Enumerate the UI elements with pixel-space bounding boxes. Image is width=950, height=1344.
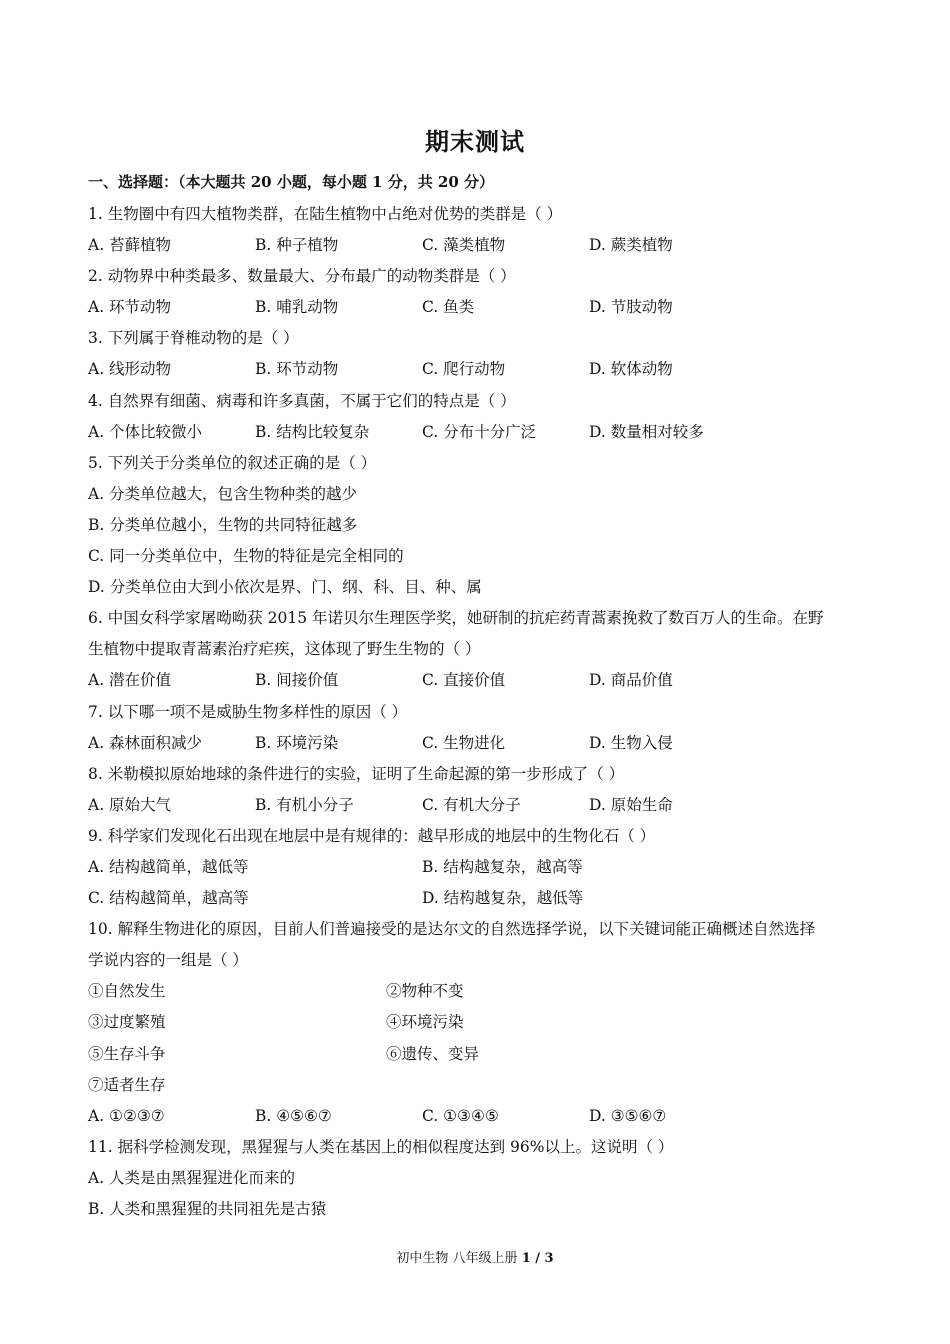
question-stem: 学说内容的一组是（ ） (88, 951, 248, 970)
option: B. 分类单位越小，生物的共同特征越多 (88, 515, 358, 534)
option: C. 有机大分子 (422, 795, 521, 814)
question-stem: 2. 动物界中种类最多、数量最大、分布最广的动物类群是（ ） (88, 267, 516, 286)
option: B. 环境污染 (255, 733, 339, 752)
question-stem: 4. 自然界有细菌、病毒和许多真菌，不属于它们的特点是（ ） (88, 391, 516, 410)
option: C. 藻类植物 (422, 236, 506, 255)
question-7 (88, 697, 878, 759)
option: B. 结构比较复杂 (255, 422, 370, 441)
option: D. 节肢动物 (589, 298, 673, 317)
option-row (88, 790, 878, 821)
question-2 (88, 261, 878, 323)
question-stem: 6. 中国女科学家屠呦呦获 2015 年诺贝尔生理医学奖，她研制的抗疟药青蒿素挽救了数百万人的生命。在野 (88, 609, 824, 628)
option: B. ④⑤⑥⑦ (255, 1106, 332, 1125)
option-row (88, 1101, 878, 1132)
option: D. 商品价值 (589, 671, 673, 690)
option: D. 软体动物 (589, 360, 673, 379)
question-stem: 7. 以下哪一项不是威胁生物多样性的原因（ ） (88, 702, 408, 721)
question-8 (88, 759, 878, 821)
option: B. 有机小分子 (255, 795, 354, 814)
option: A. ①②③⑦ (88, 1106, 165, 1125)
footer-page-number: 1 / 3 (521, 1251, 554, 1266)
option: C. 结构越简单，越高等 (88, 889, 249, 908)
option: A. 苔藓植物 (88, 236, 172, 255)
question-stem: 5. 下列关于分类单位的叙述正确的是（ ） (88, 453, 377, 472)
question-6 (88, 603, 878, 696)
statement: ④环境污染 (386, 1013, 464, 1032)
option: D. 数量相对较多 (589, 422, 704, 441)
option: D. 结构越复杂，越低等 (422, 889, 584, 908)
option: C. 同一分类单位中，生物的特征是完全相同的 (88, 547, 404, 566)
question-list (88, 199, 878, 1225)
option: D. 生物入侵 (589, 733, 673, 752)
option: C. 直接价值 (422, 671, 506, 690)
option: A. 环节动物 (88, 298, 172, 317)
option: B. 人类和黑猩猩的共同祖先是古猿 (88, 1200, 327, 1218)
statement-row (88, 1007, 878, 1038)
statement: ⑦适者生存 (88, 1075, 166, 1094)
option: A. 结构越简单，越低等 (88, 857, 249, 876)
option: D. 原始生命 (589, 795, 673, 814)
question-stem: 11. 据科学检测发现，黑猩猩与人类在基因上的相似程度达到 96%以上。这说明（ ） (88, 1137, 674, 1156)
option: D. 分类单位由大到小依次是界、门、纲、科、目、种、属 (88, 578, 482, 597)
option: C. ①③④⑤ (422, 1106, 499, 1125)
option: C. 生物进化 (422, 733, 506, 752)
option: C. 鱼类 (422, 298, 475, 317)
question-stem: 生植物中提取青蒿素治疗疟疾，这体现了野生生物的（ ） (88, 640, 481, 659)
option: A. 森林面积减少 (88, 733, 203, 752)
option-row (88, 728, 878, 759)
option-row (88, 417, 878, 448)
option: D. ③⑤⑥⑦ (589, 1106, 667, 1125)
statement-row (88, 1070, 878, 1101)
option-row (88, 354, 878, 385)
question-4 (88, 386, 878, 448)
statement: ⑥遗传、变异 (386, 1044, 480, 1063)
option-row (88, 292, 878, 323)
option: A. 原始大气 (88, 795, 172, 814)
option-row (88, 665, 878, 696)
option: B. 结构越复杂，越高等 (422, 857, 583, 876)
option: C. 爬行动物 (422, 360, 506, 379)
option: A. 人类是由黑猩猩进化而来的 (88, 1168, 296, 1187)
question-3 (88, 323, 878, 385)
question-5 (88, 448, 878, 603)
question-stem: 9. 科学家们发现化石出现在地层中是有规律的：越早形成的地层中的生物化石（ ） (88, 826, 656, 845)
section-heading: 一、选择题：（本大题共 20 小题，每小题 1 分，共 20 分） (88, 173, 495, 191)
option-row (88, 230, 878, 261)
question-10 (88, 914, 878, 1132)
statement-row (88, 976, 878, 1007)
footer-text: 初中生物 八年级上册 (396, 1251, 522, 1266)
option: A. 潜在价值 (88, 671, 172, 690)
option: C. 分布十分广泛 (422, 422, 537, 441)
question-11 (88, 1132, 878, 1225)
option: A. 分类单位越大，包含生物种类的越少 (88, 484, 358, 503)
option: B. 哺乳动物 (255, 298, 339, 317)
page-title: 期末测试 (425, 127, 525, 156)
question-stem: 10. 解释生物进化的原因，目前人们普遍接受的是达尔文的自然选择学说，以下关键词能正确概述自然选择 (88, 920, 816, 939)
statement: ②物种不变 (386, 982, 464, 1001)
statement: ⑤生存斗争 (88, 1044, 166, 1063)
option: A. 线形动物 (88, 360, 172, 379)
statement-row (88, 1039, 878, 1070)
page-footer (0, 1247, 950, 1266)
option: A. 个体比较微小 (88, 422, 203, 441)
option: B. 环节动物 (255, 360, 339, 379)
statement: ③过度繁殖 (88, 1013, 166, 1032)
question-stem: 1. 生物圈中有四大植物类群，在陆生植物中占绝对优势的类群是（ ） (88, 205, 563, 223)
option-row (88, 883, 878, 914)
option-row (88, 852, 878, 883)
option: B. 种子植物 (255, 236, 339, 255)
option: B. 间接价值 (255, 671, 339, 690)
question-stem: 3. 下列属于脊椎动物的是（ ） (88, 329, 299, 348)
question-1 (88, 199, 878, 261)
statement: ①自然发生 (88, 982, 166, 1001)
question-9 (88, 821, 878, 914)
question-stem: 8. 米勒模拟原始地球的条件进行的实验，证明了生命起源的第一步形成了（ ） (88, 764, 625, 783)
option: D. 蕨类植物 (589, 236, 673, 255)
